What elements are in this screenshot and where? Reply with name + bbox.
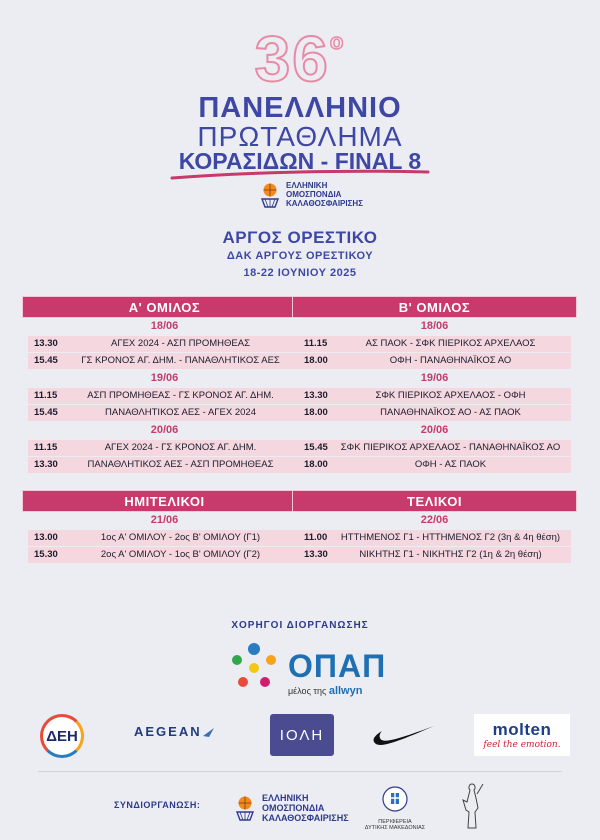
opap-figure-icon bbox=[228, 640, 280, 692]
municipality-logo bbox=[452, 780, 492, 837]
table-row: 18.00 ΟΦΗ - ΠΑΝΑΘΗΝΑΪΚΟΣ ΑΟ bbox=[298, 353, 571, 369]
table-row: 13.30 ΑΓΕΧ 2024 - ΑΣΠ ΠΡΟΜΗΘΕΑΣ bbox=[28, 336, 301, 352]
table-row: 15.45 ΣΦΚ ΠΙΕΡΙΚΟΣ ΑΡΧΕΛΑΟΣ - ΠΑΝΑΘΗΝΑΪΚΟΣ ΑΟ bbox=[298, 440, 571, 456]
group-a-title: Α' ΟΜΙΛΟΣ bbox=[22, 296, 307, 318]
federation-logo bbox=[259, 181, 363, 208]
opap-wordmark: ΟΠΑΠ bbox=[288, 648, 387, 684]
title-line-2: ΠΡΩΤΑΘΛΗΜΑ bbox=[197, 121, 403, 152]
basketball-icon bbox=[259, 182, 281, 208]
title-line-3: ΚΟΡΑΣΙΔΩΝ - FINAL 8 bbox=[178, 148, 422, 174]
table-row: 13.30 ΝΙΚΗΤΗΣ Γ1 - ΝΙΚΗΤΗΣ Γ2 (1η & 2η θέση) bbox=[298, 547, 571, 563]
group-a-day-3: 20/06 bbox=[150, 424, 179, 436]
edition-value: 36 bbox=[254, 23, 330, 95]
opap-tagline: μέλος της allwyn bbox=[288, 685, 363, 697]
aegean-bird-icon bbox=[202, 726, 216, 738]
region-logo bbox=[360, 786, 430, 831]
venue-hall: ΔΑΚ ΑΡΓΟΥΣ ΟΡΕΣΤΙΚΟΥ bbox=[226, 250, 374, 262]
group-b-day-3: 20/06 bbox=[420, 424, 449, 436]
table-row: 13.30 ΣΦΚ ΠΙΕΡΙΚΟΣ ΑΡΧΕΛΑΟΣ - ΟΦΗ bbox=[298, 388, 571, 404]
statue-icon bbox=[457, 780, 487, 832]
group-b-day-2: 19/06 bbox=[420, 372, 449, 384]
table-row: 15.30 2ος Α' ΟΜΙΛΟΥ - 1ος Β' ΟΜΙΛΟΥ (Γ2) bbox=[28, 547, 301, 563]
deh-logo bbox=[40, 714, 84, 758]
table-row: 11.15 ΑΓΕΧ 2024 - ΓΣ ΚΡΟΝΟΣ ΑΓ. ΔΗΜ. bbox=[28, 440, 301, 456]
semis-day: 21/06 bbox=[150, 514, 179, 526]
coorganizer-federation-name: ΕΛΛΗΝΙΚΗ ΟΜΟΣΠΟΝΔΙΑ ΚΑΛΑΘΟΣΦΑΙΡΙΣΗΣ bbox=[262, 793, 349, 823]
table-row: 15.45 ΠΑΝΑΘΛΗΤΙΚΟΣ ΑΕΣ - ΑΓΕΧ 2024 bbox=[28, 405, 301, 421]
finals-panel bbox=[292, 490, 577, 564]
group-a-panel bbox=[22, 296, 307, 474]
ioli-logo bbox=[270, 714, 334, 756]
table-row: 11.00 ΗΤΤΗΜΕΝΟΣ Γ1 - ΗΤΤΗΜΕΝΟΣ Γ2 (3η & 4η θέση) bbox=[298, 530, 571, 546]
greek-emblem-icon bbox=[382, 786, 408, 812]
table-row: 18.00 ΠΑΝΑΘΗΝΑΪΚΟΣ ΑΟ - ΑΣ ΠΑΟΚ bbox=[298, 405, 571, 421]
group-b-title: Β' ΟΜΙΛΟΣ bbox=[292, 296, 577, 318]
molten-logo bbox=[474, 714, 570, 756]
semis-title: ΗΜΙΤΕΛΙΚΟΙ bbox=[22, 490, 307, 512]
table-row: 11.15 ΑΣΠ ΠΡΟΜΗΘΕΑΣ - ΓΣ ΚΡΟΝΟΣ ΑΓ. ΔΗΜ. bbox=[28, 388, 301, 404]
region-name: ΠΕΡΙΦΕΡΕΙΑ ΔΥΤΙΚΗΣ ΜΑΚΕΔΟΝΙΑΣ bbox=[364, 819, 426, 831]
divider bbox=[38, 771, 562, 772]
coorganizer-label: ΣΥΝΔΙΟΡΓΑΝΩΣΗ: bbox=[114, 800, 201, 810]
venue-city: ΑΡΓΟΣ ΟΡΕΣΤΙΚΟ bbox=[222, 228, 378, 247]
group-a-day-2: 19/06 bbox=[150, 372, 179, 384]
aegean-wordmark: AEGEAN bbox=[134, 724, 202, 739]
opap-logo bbox=[228, 640, 387, 697]
basketball-icon bbox=[234, 795, 256, 821]
table-row: 11.15 ΑΣ ΠΑΟΚ - ΣΦΚ ΠΙΕΡΙΚΟΣ ΑΡΧΕΛΑΟΣ bbox=[298, 336, 571, 352]
group-b-day-1: 18/06 bbox=[420, 320, 449, 332]
sponsors-title: ΧΟΡΗΓΟΙ ΔΙΟΡΓΑΝΩΣΗΣ bbox=[231, 620, 369, 631]
molten-tagline: feel the emotion. bbox=[483, 740, 561, 750]
semis-panel bbox=[22, 490, 307, 564]
group-a-day-1: 18/06 bbox=[150, 320, 179, 332]
molten-wordmark: molten bbox=[492, 720, 552, 739]
nike-swoosh-icon bbox=[372, 722, 436, 748]
title-swoosh bbox=[170, 168, 430, 182]
venue-dates: 18-22 ΙΟΥΝΙΟΥ 2025 bbox=[243, 267, 357, 279]
table-row: 13.30 ΠΑΝΑΘΛΗΤΙΚΟΣ ΑΕΣ - ΑΣΠ ΠΡΟΜΗΘΕΑΣ bbox=[28, 457, 301, 473]
table-row: 15.45 ΓΣ ΚΡΟΝΟΣ ΑΓ. ΔΗΜ. - ΠΑΝΑΘΛΗΤΙΚΟΣ ΑΕΣ bbox=[28, 353, 301, 369]
federation-name: ΕΛΛΗΝΙΚΗ ΟΜΟΣΠΟΝΔΙΑ ΚΑΛΑΘΟΣΦΑΙΡΙΣΗΣ bbox=[286, 181, 363, 208]
coorganizer-federation-logo bbox=[234, 793, 349, 823]
ioli-wordmark: ΙΟΛΗ bbox=[270, 714, 334, 756]
nike-logo bbox=[372, 722, 436, 748]
aegean-logo bbox=[134, 724, 216, 739]
finals-title: ΤΕΛΙΚΟΙ bbox=[292, 490, 577, 512]
table-row: 13.00 1ος Α' ΟΜΙΛΟΥ - 2ος Β' ΟΜΙΛΟΥ (Γ1) bbox=[28, 530, 301, 546]
title-line-1: ΠΑΝΕΛΛΗΝΙΟ bbox=[198, 92, 402, 124]
edition-degree: ο bbox=[329, 29, 346, 54]
table-row: 18.00 ΟΦΗ - ΑΣ ΠΑΟΚ bbox=[298, 457, 571, 473]
deh-wordmark: ΔΕΗ bbox=[40, 714, 84, 758]
finals-day: 22/06 bbox=[420, 514, 449, 526]
group-b-panel bbox=[292, 296, 577, 474]
